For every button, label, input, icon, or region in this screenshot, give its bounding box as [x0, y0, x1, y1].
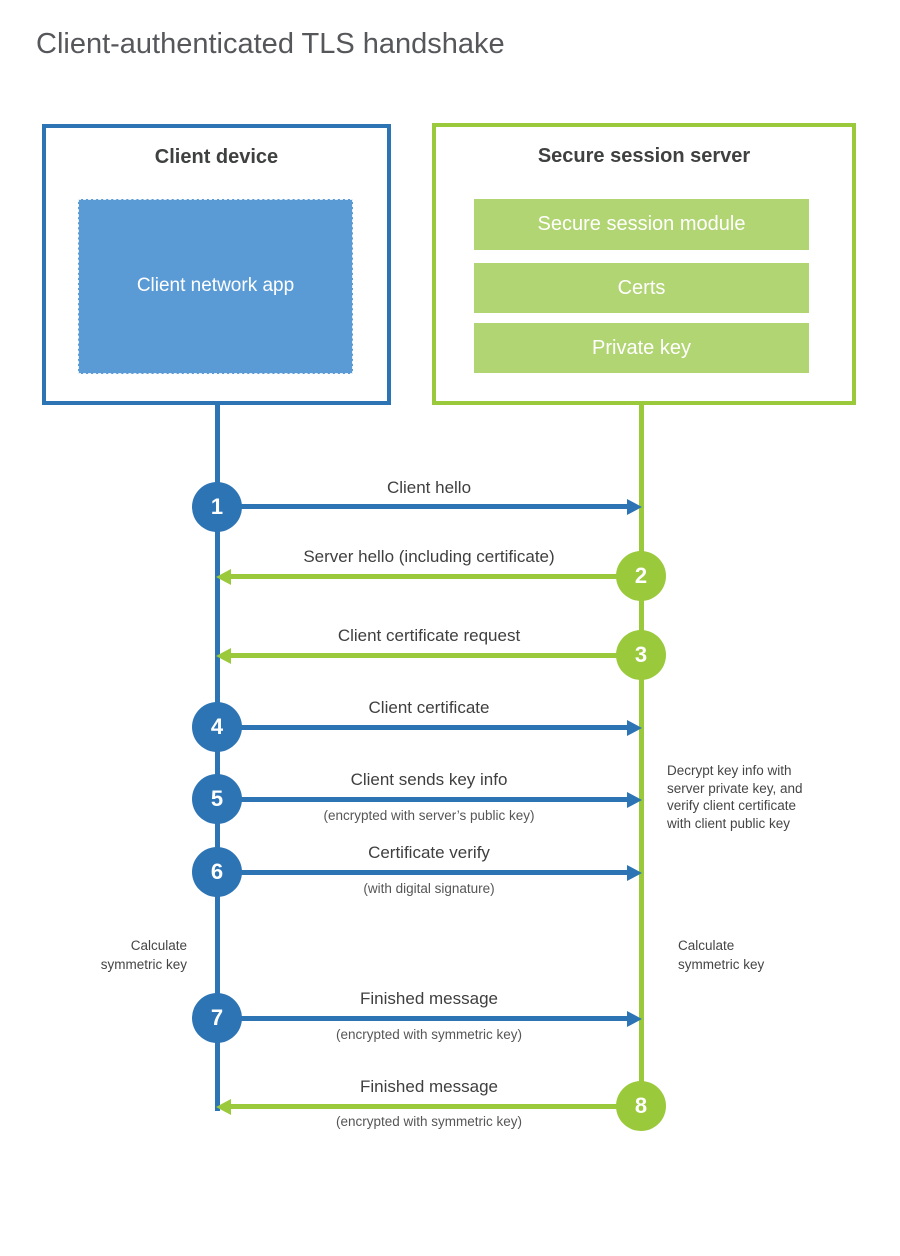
arrow-head-left-icon [216, 1099, 231, 1115]
client-network-app-box: Client network app [78, 199, 353, 374]
step-6-sublabel: (with digital signature) [363, 881, 495, 896]
step-5-sublabel: (encrypted with server’s public key) [323, 808, 535, 823]
step-7-sublabel: (encrypted with symmetric key) [335, 1027, 523, 1042]
calc-note-line: Calculate [130, 938, 187, 953]
step-3-badge: 3 [616, 630, 666, 680]
step-5-badge: 5 [192, 774, 242, 824]
step-6-arrow [228, 870, 642, 875]
step-6-label: Certificate verify [368, 843, 490, 862]
server-module-certs: Certs [474, 263, 809, 313]
decrypt-note-line: Decrypt key info with [667, 763, 792, 778]
client-device-title: Client device [154, 146, 279, 168]
step-7-badge: 7 [192, 993, 242, 1043]
step-1-badge: 1 [192, 482, 242, 532]
arrow-shaft [228, 1016, 629, 1021]
arrow-shaft [228, 797, 629, 802]
step-3-label: Client certificate request [337, 626, 521, 645]
step-1-label: Client hello [386, 478, 472, 497]
step-2-label: Server hello (including certificate) [303, 547, 555, 566]
step-8-arrow [216, 1104, 630, 1109]
step-8-badge: 8 [616, 1081, 666, 1131]
calc-note-line: symmetric key [678, 957, 765, 972]
step-4-label: Client certificate [368, 698, 490, 717]
arrow-head-right-icon [627, 792, 642, 808]
arrow-shaft [229, 1104, 630, 1109]
arrow-shaft [228, 725, 629, 730]
page-title: Client-authenticated TLS handshake [36, 28, 505, 60]
arrow-head-left-icon [216, 569, 231, 585]
server-module-secure-session: Secure session module [474, 199, 809, 250]
step-2-arrow [216, 574, 630, 579]
arrow-head-right-icon [627, 499, 642, 515]
step-8-label: Finished message [360, 1077, 498, 1096]
calculate-symmetric-key-note-server [678, 936, 764, 974]
arrow-shaft [229, 653, 630, 658]
arrow-head-left-icon [216, 648, 231, 664]
step-4-arrow [228, 725, 642, 730]
step-5-arrow [228, 797, 642, 802]
step-7-label: Finished message [360, 989, 498, 1008]
step-7-arrow [228, 1016, 642, 1021]
step-4-badge: 4 [192, 702, 242, 752]
step-6-badge: 6 [192, 847, 242, 897]
arrow-shaft [228, 504, 629, 509]
arrow-head-right-icon [627, 1011, 642, 1027]
decrypt-note-line: with client public key [667, 815, 791, 831]
calculate-symmetric-key-note-client [67, 936, 187, 974]
decrypt-note-line: server private key, and [667, 780, 803, 796]
arrow-shaft [228, 870, 629, 875]
server-module-private-key: Private key [474, 323, 809, 373]
step-8-sublabel: (encrypted with symmetric key) [335, 1114, 523, 1129]
calc-note-line: symmetric key [100, 957, 187, 972]
decrypt-note [667, 762, 803, 832]
arrow-head-right-icon [627, 865, 642, 881]
decrypt-note-line: verify client certificate [667, 798, 797, 813]
calc-note-line: Calculate [678, 938, 735, 953]
arrow-head-right-icon [627, 720, 642, 736]
step-5-label: Client sends key info [350, 770, 508, 789]
step-1-arrow [228, 504, 642, 509]
step-3-arrow [216, 653, 630, 658]
secure-session-server-title: Secure session server [537, 145, 751, 167]
step-2-badge: 2 [616, 551, 666, 601]
arrow-shaft [229, 574, 630, 579]
